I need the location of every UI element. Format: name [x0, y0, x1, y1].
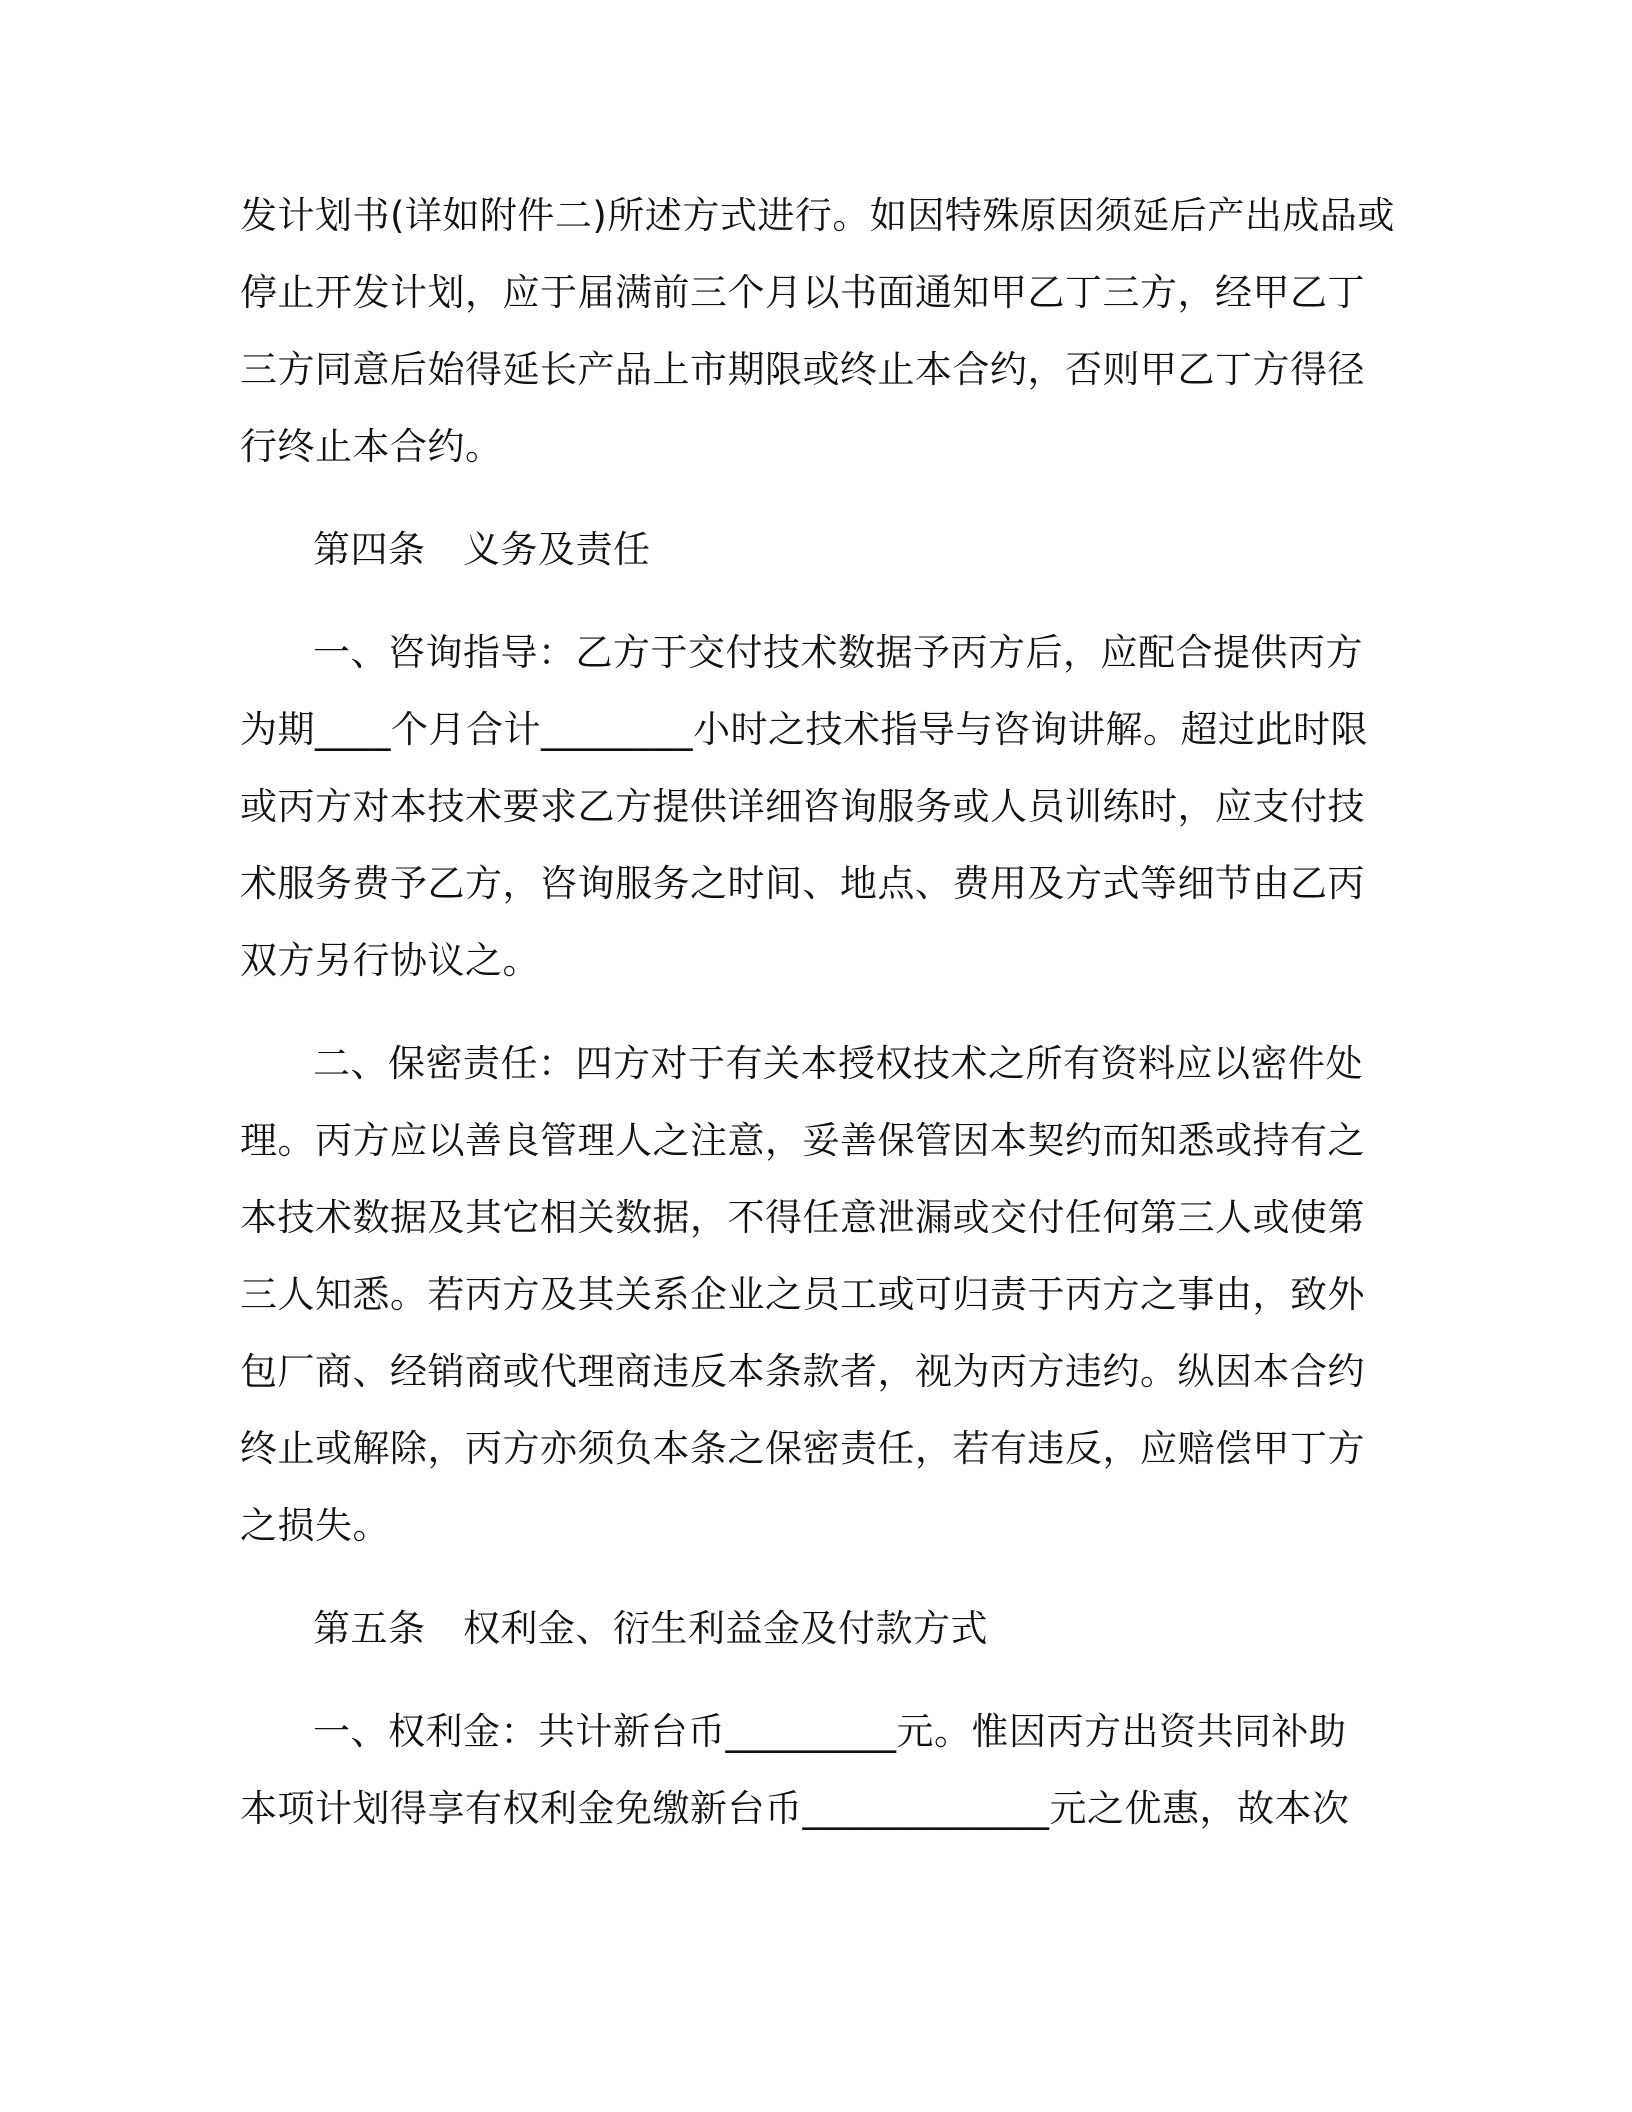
paragraph-line: 包厂商、经销商或代理商违反本条款者，视为丙方违约。纵因本合约 [240, 1350, 1365, 1393]
section-heading-article-5: 第五条 权利金、衍生利益金及付款方式 [313, 1607, 988, 1650]
paragraph-line: 术服务费予乙方，咨询服务之时间、地点、费用及方式等细节由乙丙 [240, 862, 1365, 905]
paragraph-line: 本技术数据及其它相关数据，不得任意泄漏或交付任何第三人或使第 [240, 1196, 1365, 1239]
paragraph-line: 双方另行协议之。 [240, 939, 540, 982]
paragraph-line: 二、保密责任：四方对于有关本授权技术之所有资料应以密件处 [313, 1042, 1363, 1085]
paragraph-line: 本项计划得享有权利金免缴新台币_____________元之优惠，故本次 [240, 1787, 1350, 1830]
paragraph-line: 一、权利金：共计新台币_________元。惟因丙方出资共同补助 [313, 1710, 1347, 1753]
section-heading-article-4: 第四条 义务及责任 [313, 528, 651, 571]
paragraph-line: 停止开发计划，应于届满前三个月以书面通知甲乙丁三方，经甲乙丁 [240, 271, 1365, 314]
paragraph-line: 理。丙方应以善良管理人之注意，妥善保管因本契约而知悉或持有之 [240, 1119, 1365, 1162]
paragraph-line: 一、咨询指导：乙方于交付技术数据予丙方后，应配合提供丙方 [313, 631, 1363, 674]
paragraph-line: 发计划书(详如附件二)所述方式进行。如因特殊原因须延后产出成品或 [240, 194, 1395, 237]
paragraph-line: 为期____个月合计________小时之技术指导与咨询讲解。超过此时限 [240, 708, 1368, 751]
paragraph-line: 或丙方对本技术要求乙方提供详细咨询服务或人员训练时，应支付技 [240, 785, 1365, 828]
paragraph-line: 终止或解除，丙方亦须负本条之保密责任，若有违反，应赔偿甲丁方 [240, 1427, 1365, 1470]
paragraph-line: 三方同意后始得延长产品上市期限或终止本合约，否则甲乙丁方得径 [240, 348, 1365, 391]
paragraph-line: 之损失。 [240, 1504, 390, 1547]
paragraph-line: 三人知悉。若丙方及其关系企业之员工或可归责于丙方之事由，致外 [240, 1273, 1365, 1316]
paragraph-line: 行终止本合约。 [240, 425, 503, 468]
